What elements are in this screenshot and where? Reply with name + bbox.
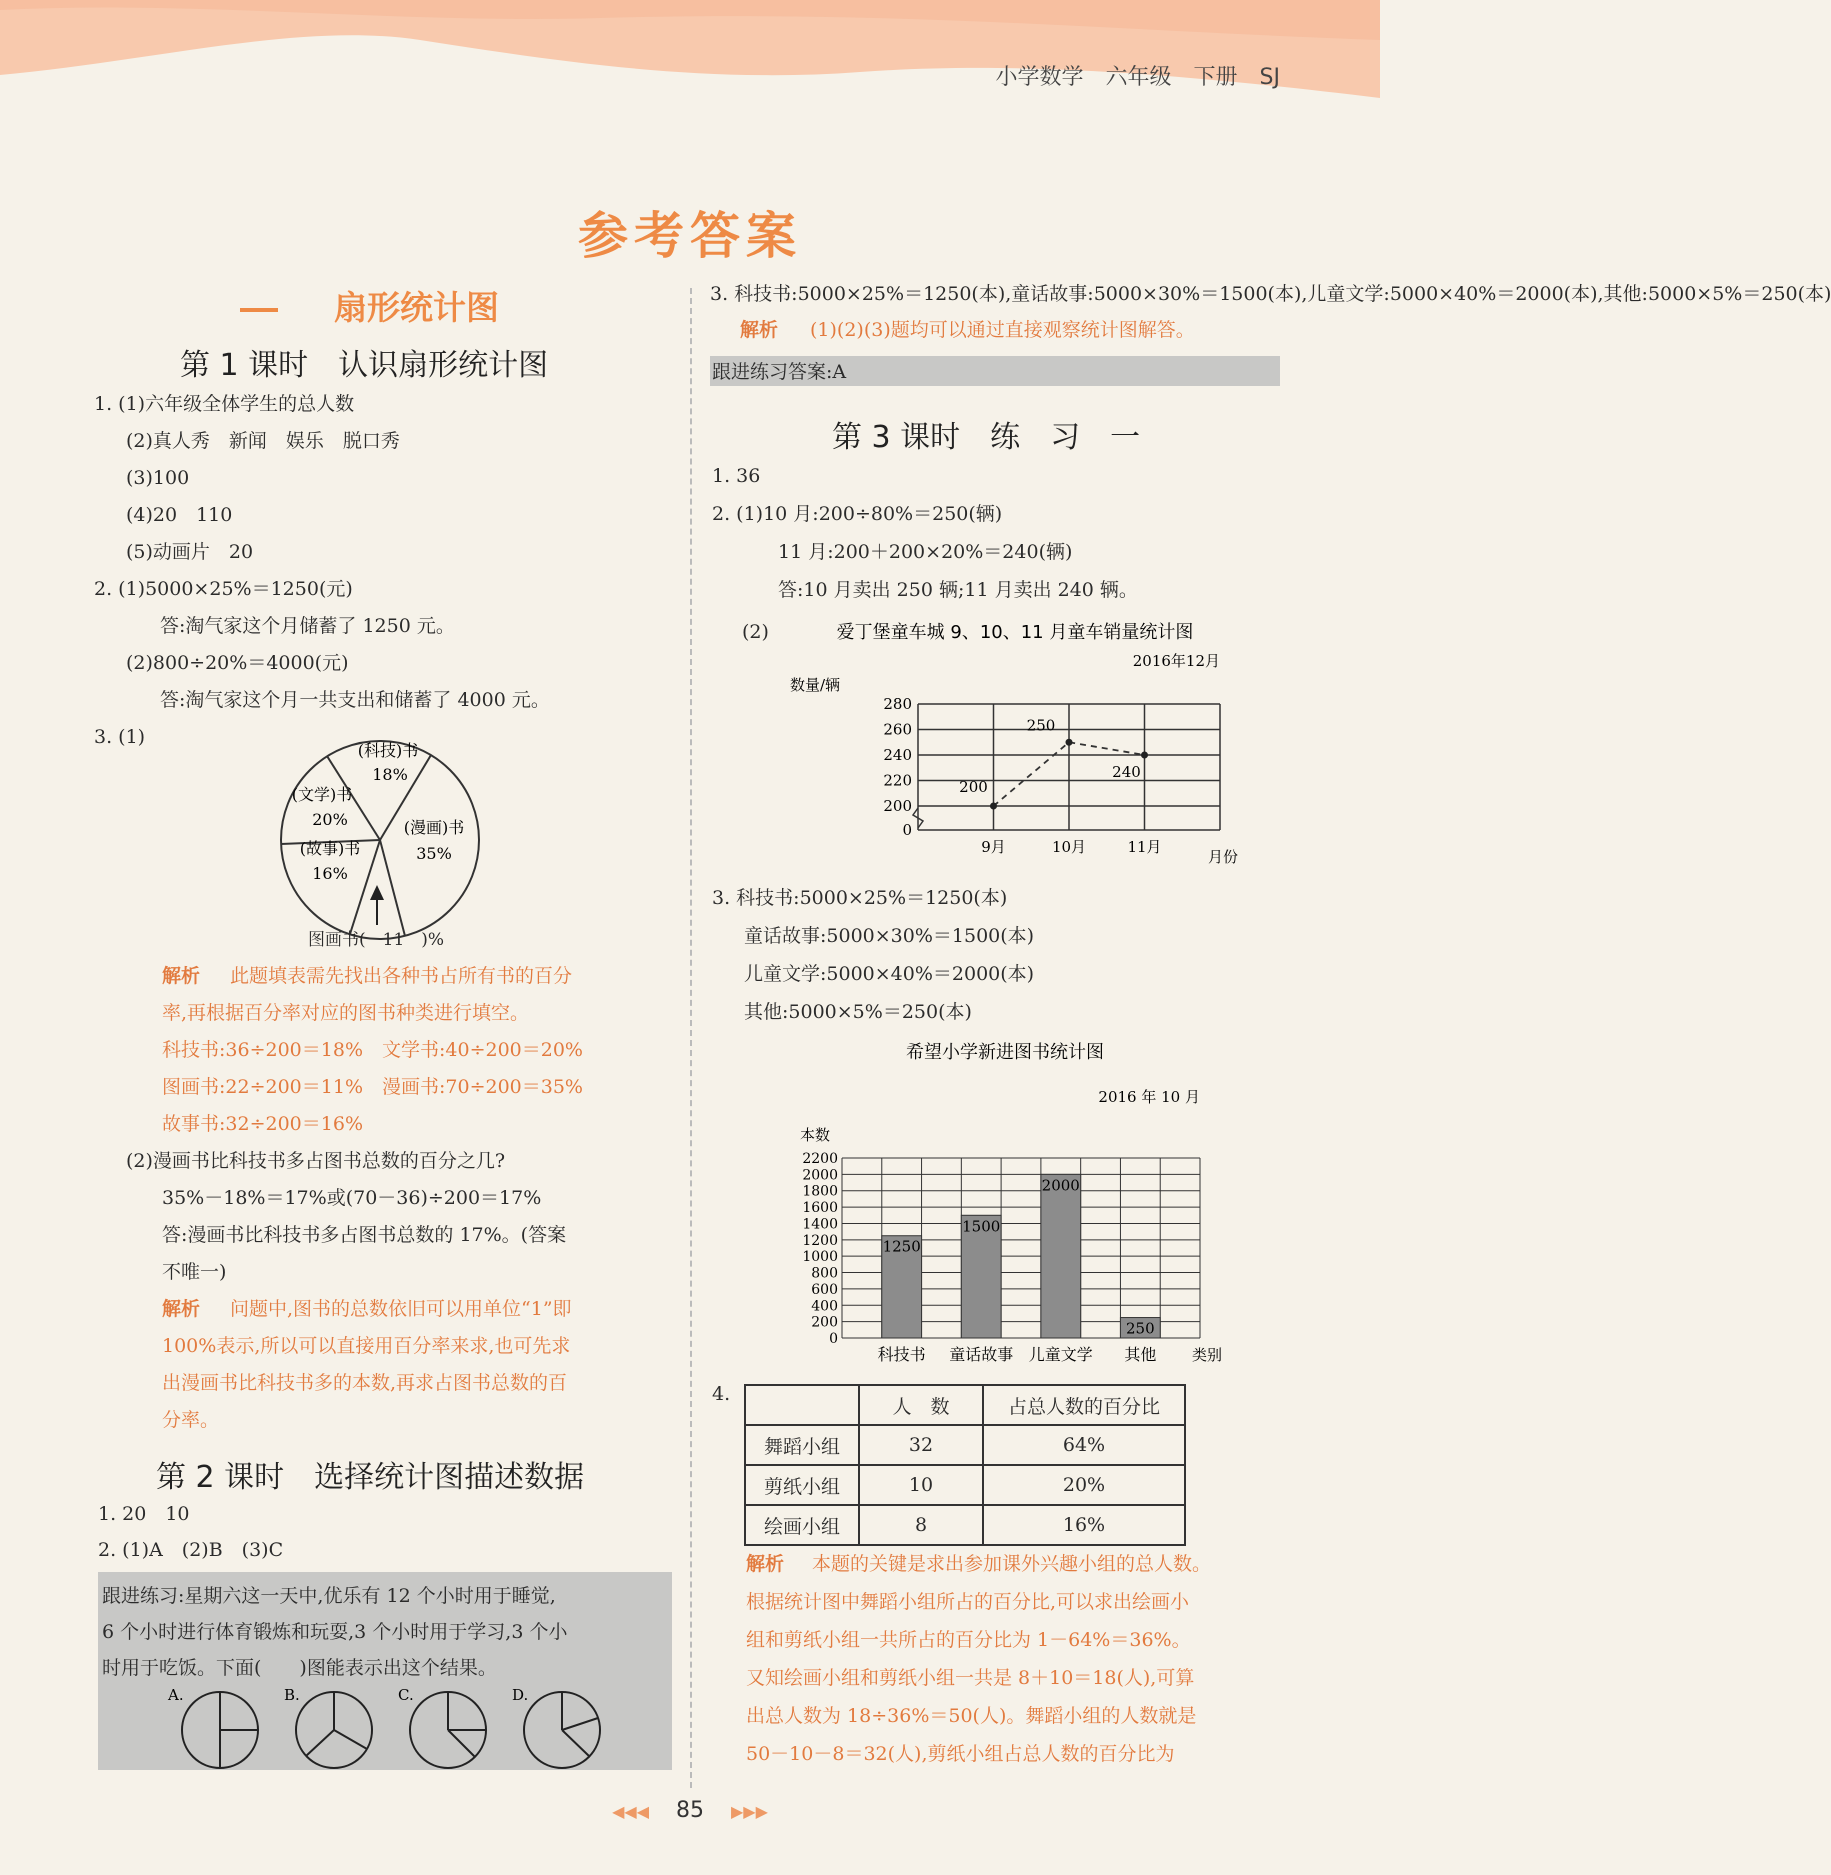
table-header-row bbox=[745, 1385, 1185, 1425]
option-c-pie[interactable] bbox=[410, 1692, 486, 1768]
r3-q4-label: 4. bbox=[712, 1383, 731, 1405]
bar-chart-ytick: 1800 bbox=[802, 1183, 838, 1200]
page-footer bbox=[0, 1798, 1380, 1823]
analysis4-5: 出总人数为 18÷36%＝50(人)。舞蹈小组的人数就是 bbox=[746, 1705, 1197, 1727]
bar-chart-ytick: 200 bbox=[811, 1314, 838, 1331]
bar-chart-data-label: 1250 bbox=[882, 1237, 921, 1256]
table-cell: 10 bbox=[859, 1465, 983, 1505]
table-header-cell: 人 数 bbox=[859, 1385, 983, 1425]
next-arrows-icon: ▶▶▶ bbox=[731, 1802, 768, 1821]
l1-q2-4: 答:淘气家这个月一共支出和储蓄了 4000 元。 bbox=[160, 689, 550, 711]
analysis1-4: 图画书:22÷200＝11% 漫画书:70÷200＝35% bbox=[162, 1076, 583, 1098]
r3-q3-3: 儿童文学:5000×40%＝2000(本) bbox=[744, 963, 1035, 985]
bar-chart-bar bbox=[1041, 1174, 1081, 1338]
analysis4-1: 本题的关键是求出参加课外兴趣小组的总人数。 bbox=[812, 1553, 1212, 1575]
r3-q3-1: 3. 科技书:5000×25%＝1250(本) bbox=[712, 887, 1008, 909]
line-chart-xlabel: 月份 bbox=[1208, 848, 1239, 866]
bar-chart-ytick: 2200 bbox=[802, 1151, 838, 1167]
table-cell: 剪纸小组 bbox=[745, 1465, 859, 1505]
table-row bbox=[745, 1425, 1185, 1465]
pie-pct-keji: 18% bbox=[372, 765, 408, 784]
l1-q3-2-4: 不唯一) bbox=[162, 1261, 227, 1283]
bar-chart-ytick: 1200 bbox=[802, 1232, 838, 1249]
chapter-name: 扇形统计图 bbox=[334, 288, 499, 327]
bar-chart-title: 希望小学新进图书统计图 bbox=[906, 1042, 1104, 1063]
r3-q2-2: 11 月:200＋200×20%＝240(辆) bbox=[778, 541, 1073, 563]
bar-chart-ytick: 1600 bbox=[802, 1200, 838, 1217]
chapter-title bbox=[240, 282, 499, 329]
r3-q2-3: 答:10 月卖出 250 辆;11 月卖出 240 辆。 bbox=[778, 579, 1138, 601]
lesson3-title: 第 3 课时 练 习 一 bbox=[832, 420, 1141, 455]
bar-chart-ytick: 400 bbox=[811, 1298, 838, 1315]
l1-q1-2: (2)真人秀 新闻 娱乐 脱口秀 bbox=[126, 430, 400, 452]
l1-q1-4: (4)20 110 bbox=[126, 504, 233, 526]
practice-3: 时用于吃饭。下面( )图能表示出这个结果。 bbox=[102, 1657, 497, 1679]
line-chart-ytick: 280 bbox=[883, 695, 912, 713]
r3-q3-2: 童话故事:5000×30%＝1500(本) bbox=[744, 925, 1035, 947]
bar-chart-xtick: 童话故事 bbox=[949, 1345, 1014, 1364]
header-subject: 小学数学 六年级 下册 SJ bbox=[995, 65, 1280, 90]
r-analysis: (1)(2)(3)题均可以通过直接观察统计图解答。 bbox=[810, 319, 1195, 341]
r-analysis-key: 解析 bbox=[740, 319, 779, 341]
line-chart-xtick: 11月 bbox=[1127, 838, 1162, 856]
group-table bbox=[744, 1384, 1186, 1546]
line-chart-xtick: 9月 bbox=[981, 838, 1006, 856]
line-chart-data-label: 200 bbox=[959, 778, 988, 796]
table-header-cell bbox=[745, 1385, 859, 1425]
pie-caption: 图画书( 11 )% bbox=[308, 930, 445, 950]
line-chart-point bbox=[1141, 752, 1148, 759]
bar-chart-ytick: 600 bbox=[811, 1281, 838, 1298]
bar-chart-data-label: 2000 bbox=[1041, 1176, 1080, 1195]
pie-label-wenxue: (文学)书 bbox=[291, 785, 353, 804]
column-divider bbox=[690, 288, 692, 1788]
option-b-pie[interactable] bbox=[296, 1692, 372, 1768]
l1-q3-2-1: (2)漫画书比科技书多占图书总数的百分之几? bbox=[126, 1150, 506, 1172]
option-d-label: D. bbox=[512, 1686, 529, 1704]
r3-q1: 1. 36 bbox=[712, 465, 761, 487]
l1-q1-1: 1. (1)六年级全体学生的总人数 bbox=[94, 393, 355, 415]
l1-q2-2: 答:淘气家这个月储蓄了 1250 元。 bbox=[160, 615, 455, 637]
line-chart-ytick: 240 bbox=[883, 746, 912, 764]
analysis1-1: 此题填表需先找出各种书占所有书的百分 bbox=[230, 965, 573, 987]
bar-chart-ylabel: 本数 bbox=[800, 1126, 831, 1144]
l1-q1-5: (5)动画片 20 bbox=[126, 541, 254, 563]
analysis4-3: 组和剪纸小组一共所占的百分比为 1－64%＝36%。 bbox=[746, 1629, 1191, 1651]
analysis2-key: 解析 bbox=[162, 1298, 201, 1320]
bar-chart-ytick: 1400 bbox=[802, 1216, 838, 1233]
lesson1-title: 第 1 课时 认识扇形统计图 bbox=[180, 348, 549, 383]
bar-chart-xtick: 儿童文学 bbox=[1028, 1345, 1093, 1364]
l2-q2: 2. (1)A (2)B (3)C bbox=[98, 1539, 284, 1561]
analysis1-5: 故事书:32÷200＝16% bbox=[162, 1113, 363, 1135]
line-chart-point bbox=[990, 803, 997, 810]
table-header-cell: 占总人数的百分比 bbox=[983, 1385, 1185, 1425]
table-row bbox=[745, 1505, 1185, 1545]
analysis1-2: 率,再根据百分率对应的图书种类进行填空。 bbox=[162, 1002, 530, 1024]
option-b-label: B. bbox=[284, 1686, 300, 1704]
table-cell: 20% bbox=[983, 1465, 1185, 1505]
l2-q1: 1. 20 10 bbox=[98, 1503, 190, 1525]
l1-q3-label: 3. (1) bbox=[94, 726, 146, 748]
line-chart-title: 爱丁堡童车城 9、10、11 月童车销量统计图 bbox=[836, 622, 1194, 643]
page-number: 85 bbox=[676, 1798, 704, 1823]
table-cell: 16% bbox=[983, 1505, 1185, 1545]
bar-chart-ytick: 800 bbox=[811, 1265, 838, 1282]
pie-label-gushi: (故事)书 bbox=[299, 839, 361, 858]
line-chart bbox=[790, 614, 1270, 884]
analysis4-6: 50－10－8＝32(人),剪纸小组占总人数的百分比为 bbox=[746, 1743, 1175, 1765]
l1-q2-3: (2)800÷20%＝4000(元) bbox=[126, 652, 349, 674]
bar-chart-ytick: 1000 bbox=[802, 1249, 838, 1266]
analysis2-2: 100%表示,所以可以直接用百分率来求,也可先求 bbox=[162, 1335, 571, 1357]
line-chart-xtick: 10月 bbox=[1051, 838, 1087, 856]
option-a-label: A. bbox=[168, 1686, 184, 1704]
practice-2: 6 个小时进行体育锻炼和玩耍,3 个小时用于学习,3 个小 bbox=[102, 1621, 568, 1643]
bar-chart bbox=[780, 1034, 1240, 1374]
table-cell: 舞蹈小组 bbox=[745, 1425, 859, 1465]
bar-chart-ytick: 0 bbox=[829, 1331, 838, 1347]
bar-chart-xlabel: 类别 bbox=[1192, 1346, 1223, 1364]
analysis2-3: 出漫画书比科技书多的本数,再求占图书总数的百 bbox=[162, 1372, 568, 1394]
analysis4-key: 解析 bbox=[746, 1553, 785, 1575]
bar-chart-data-label: 250 bbox=[1126, 1319, 1155, 1338]
l1-q2-1: 2. (1)5000×25%＝1250(元) bbox=[94, 578, 353, 600]
option-c-label: C. bbox=[398, 1686, 414, 1704]
l1-q3-2-3: 答:漫画书比科技书多占图书总数的 17%。(答案 bbox=[162, 1224, 567, 1246]
pie-pct-gushi: 16% bbox=[312, 864, 348, 883]
bar-chart-xtick: 科技书 bbox=[877, 1345, 926, 1364]
followup-answer: 跟进练习答案:A bbox=[712, 361, 847, 383]
book-pie-chart bbox=[270, 730, 490, 950]
option-a-pie[interactable] bbox=[182, 1692, 258, 1768]
pie-label-manhua: (漫画)书 bbox=[403, 818, 465, 837]
pie-label-keji: (科技)书 bbox=[357, 741, 419, 760]
analysis1-key: 解析 bbox=[162, 965, 201, 987]
option-d-pie[interactable] bbox=[524, 1692, 600, 1768]
page-title: 参考答案 bbox=[578, 207, 802, 265]
bar-chart-xtick: 其他 bbox=[1124, 1345, 1157, 1364]
line-chart-ytick: 200 bbox=[883, 797, 912, 815]
table-cell: 8 bbox=[859, 1505, 983, 1545]
line-chart-ylabel: 数量/辆 bbox=[790, 676, 841, 694]
r3-q3-4: 其他:5000×5%＝250(本) bbox=[744, 1001, 972, 1023]
prev-arrows-icon: ◀◀◀ bbox=[612, 1802, 649, 1821]
line-chart-ytick: 260 bbox=[883, 720, 912, 739]
table-cell: 64% bbox=[983, 1425, 1185, 1465]
l1-q3-2-2: 35%－18%＝17%或(70－36)÷200＝17% bbox=[162, 1187, 542, 1209]
practice-options bbox=[160, 1680, 660, 1770]
bar-chart-ytick: 2000 bbox=[802, 1167, 838, 1184]
analysis2-1: 问题中,图书的总数依旧可以用单位“1”即 bbox=[230, 1298, 572, 1320]
line-chart-ytick: 220 bbox=[883, 771, 912, 790]
chapter-dash bbox=[240, 308, 278, 312]
table-row bbox=[745, 1465, 1185, 1505]
header-band bbox=[0, 0, 1380, 110]
line-chart-data-label: 250 bbox=[1026, 716, 1056, 735]
practice-1: 跟进练习:星期六这一天中,优乐有 12 个小时用于睡觉, bbox=[102, 1585, 556, 1607]
l1-q1-3: (3)100 bbox=[126, 467, 190, 489]
pie-pct-wenxue: 20% bbox=[312, 810, 348, 829]
r-q3: 3. 科技书:5000×25%＝1250(本),童话故事:5000×30%＝1500(本),儿童文学:5000×40%＝2000(本),其他:5000×5%＝250(本) bbox=[710, 283, 1831, 305]
pie-pct-manhua: 35% bbox=[416, 844, 452, 863]
bar-chart-data-label: 1500 bbox=[962, 1217, 1001, 1236]
analysis4-2: 根据统计图中舞蹈小组所占的百分比,可以求出绘画小 bbox=[746, 1591, 1190, 1613]
lesson2-title: 第 2 课时 选择统计图描述数据 bbox=[156, 1460, 585, 1495]
analysis4-4: 又知绘画小组和剪纸小组一共是 8＋10＝18(人),可算 bbox=[746, 1667, 1195, 1689]
line-chart-point bbox=[1066, 739, 1073, 746]
analysis1-3: 科技书:36÷200＝18% 文学书:40÷200＝20% bbox=[162, 1039, 583, 1061]
line-chart-data-label: 240 bbox=[1112, 763, 1141, 781]
line-chart-date: 2016年12月 bbox=[1132, 652, 1220, 670]
line-chart-ytick: 0 bbox=[902, 821, 912, 839]
analysis2-4: 分率。 bbox=[162, 1409, 220, 1431]
r3-q2-2-label: (2) bbox=[742, 621, 769, 643]
bar-chart-date: 2016 年 10 月 bbox=[1098, 1088, 1200, 1106]
table-cell: 32 bbox=[859, 1425, 983, 1465]
table-cell: 绘画小组 bbox=[745, 1505, 859, 1545]
r3-q2-1: 2. (1)10 月:200÷80%＝250(辆) bbox=[712, 503, 1003, 525]
